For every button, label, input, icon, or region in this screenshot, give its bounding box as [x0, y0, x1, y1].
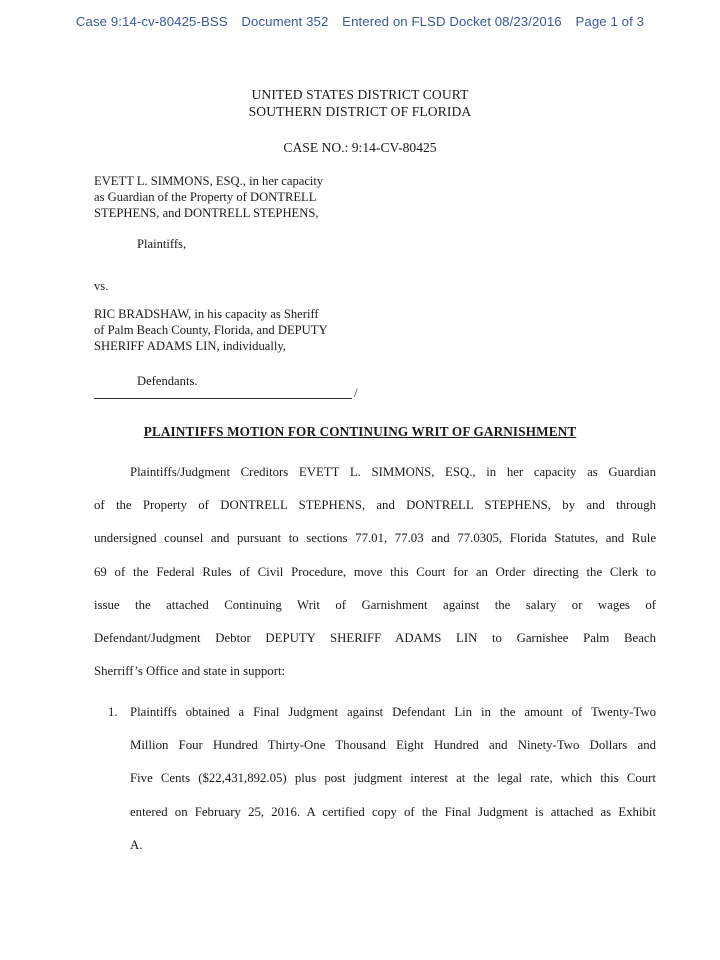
defendant-line: SHERIFF ADAMS LIN, individually,: [94, 339, 286, 354]
defendant-description: [94, 306, 374, 355]
docket-document: Document 352: [241, 14, 329, 29]
defendant-line: RIC BRADSHAW, in his capacity as Sheriff: [94, 307, 319, 321]
plaintiff-line: EVETT L. SIMMONS, ESQ., in her capacity: [94, 174, 324, 188]
intro-line: of the Property of DONTRELL STEPHENS, and DONTRELL STEPHENS, by and through: [94, 498, 656, 513]
intro-line: Defendant/Judgment Debtor DEPUTY SHERIFF ADAMS LIN to Garnishee Palm Beach: [94, 631, 656, 646]
intro-line: undersigned counsel and pursuant to sections 77.01, 77.03 and 77.0305, Florida Statutes, and Rule: [94, 531, 656, 546]
plaintiff-description: [94, 173, 374, 222]
plaintiff-line: as Guardian of the Property of DONTRELL: [94, 190, 317, 205]
docket-page: Page 1 of 3: [575, 14, 645, 29]
docket-entered: Entered on FLSD Docket 08/23/2016: [342, 14, 562, 29]
docket-case: Case 9:14-cv-80425-BSS: [75, 14, 228, 29]
item-number: 1.: [108, 705, 118, 719]
plaintiffs-label: Plaintiffs,: [137, 237, 187, 251]
docket-header: [0, 14, 720, 29]
court-line-2: SOUTHERN DISTRICT OF FLORIDA: [248, 104, 472, 119]
case-number: CASE NO.: 9:14-CV-80425: [283, 140, 437, 155]
court-line-1: UNITED STATES DISTRICT COURT: [251, 87, 469, 102]
item-text: [130, 696, 656, 862]
caption-divider-slash: /: [354, 386, 358, 400]
intro-line: 69 of the Federal Rules of Civil Procedure, move this Court for an Order directing the Clerk to: [94, 564, 656, 579]
item-line: Five Cents ($22,431,892.05) plus post judgment interest at the legal rate, which this Court: [130, 771, 656, 786]
intro-line: issue the attached Continuing Writ of Garnishment against the salary or wages of: [94, 597, 656, 612]
item-line: A.: [130, 837, 143, 852]
intro-paragraph: [94, 456, 656, 688]
item-line: entered on February 25, 2016. A certified copy of the Final Judgment is attached as Exhibit: [130, 804, 656, 819]
motion-title: PLAINTIFFS MOTION FOR CONTINUING WRIT OF GARNISHMENT: [143, 424, 577, 439]
intro-line: Sherriff’s Office and state in support:: [94, 664, 286, 679]
item-line: Plaintiffs obtained a Final Judgment against Defendant Lin in the amount of Twenty-Two: [130, 705, 656, 719]
plaintiff-line: STEPHENS, and DONTRELL STEPHENS,: [94, 206, 319, 221]
defendants-label: Defendants.: [137, 374, 198, 388]
caption-divider-line: [94, 398, 352, 399]
defendant-line: of Palm Beach County, Florida, and DEPUTY: [94, 323, 328, 338]
item-line: Million Four Hundred Thirty-One Thousand Eight Hundred and Ninety-Two Dollars and: [130, 738, 656, 753]
versus-label: vs.: [94, 279, 109, 293]
court-caption: [0, 86, 720, 120]
intro-line: Plaintiffs/Judgment Creditors EVETT L. SIMMONS, ESQ., in her capacity as Guardian: [130, 465, 656, 479]
